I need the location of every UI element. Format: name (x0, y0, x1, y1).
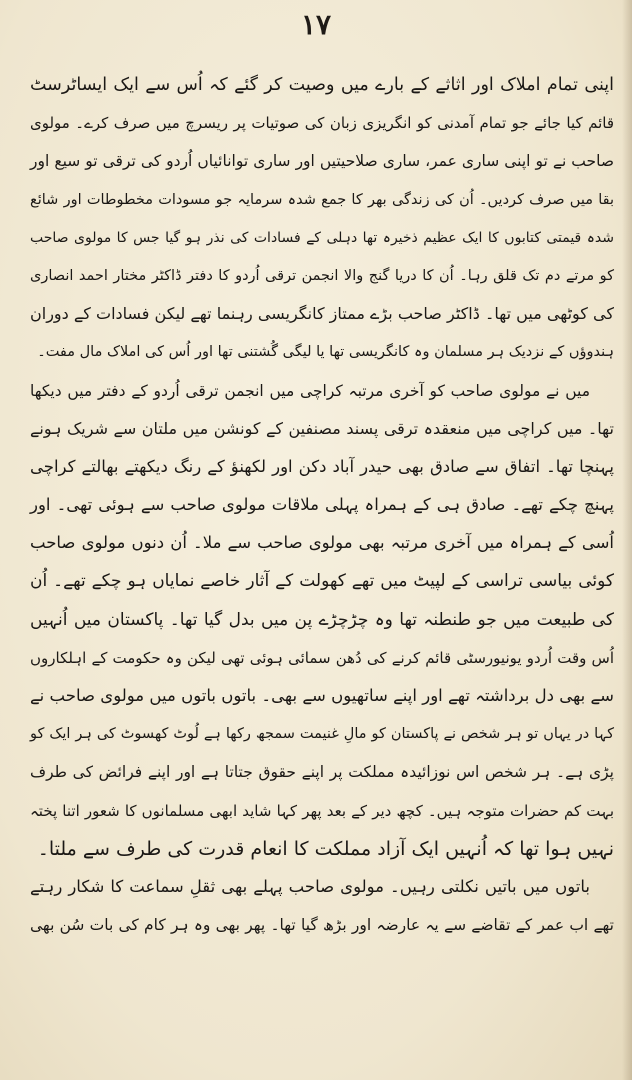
text-line: اُس وقت اُردو یونیورسٹی قائم کرنے کی دُھن سمائی ہوئی تھی لیکن وہ حکومت کے اہلکاروں (30, 648, 614, 667)
text-line: اپنی تمام املاک اور اثاثے کے بارے میں وصیت کر گئے کہ اُس سے ایک ایساٹرسٹ (30, 75, 614, 95)
text-line: ہندوؤں کے نزدیک ہر مسلمان وہ کانگریسی تھا یا لیگی گُشتنی تھا اور اُس کی املاک مال مفت۔ (37, 344, 614, 361)
text-line: صاحب نے تو اپنی ساری عمر، ساری صلاحیتیں اور ساری توانائیاں اُردو کی ترقی تو سیع اور (30, 152, 614, 171)
text-line: نہیں ہوا تھا کہ اُنہیں ایک آزاد مملکت کا انعام قدرت کی طرف سے ملتا۔ (37, 837, 614, 860)
text-line: تھا۔ میں کراچی میں منعقدہ ترقی پسند مصنفین کے کونشن میں ملتان سے شریک ہونے (30, 418, 614, 438)
text-line: اُسی کے ہمراہ میں آخری مرتبہ بھی مولوی صاحب سے ملا۔ اُن دنوں مولوی صاحب (30, 533, 614, 553)
page-body-text (30, 66, 614, 944)
text-line: پہنچ چکے تھے۔ صادق ہی کے ہمراہ پہلی ملاقات مولوی صاحب سے ہوئی تھی۔ اور (30, 495, 614, 515)
page-binding-shadow (622, 0, 632, 1080)
text-line: کہا در یہاں تو ہر شخص نے پاکستان کو مالِ غنیمت سمجھ رکھا ہے لُوٹ کھسوٹ کی ہر ایک کو (30, 726, 614, 743)
text-line: قائم کیا جائے جو تمام آمدنی کو انگریزی زبان کی صوتیات پر ریسرچ میں صرف کرے۔ مولوی (30, 114, 614, 133)
text-line: باتوں میں باتیں نکلتی رہیں۔ مولوی صاحب پہلے بھی ثقلِ سماعت کا شکار رہتے (30, 876, 590, 896)
text-line: کی طبیعت میں جو طنطنہ تھا وہ چڑچڑے پن میں بدل گیا تھا۔ پاکستان میں اُنہیں (30, 609, 614, 630)
text-line: تھے اب عمر کے تقاضے سے یہ عارضہ اور بڑھ گیا تھا۔ پھر بھی وہ ہر کام کی بات سُن بھی (30, 916, 614, 935)
text-line: سے بھی دل برداشتہ تھے اور اپنے ساتھیوں سے بھی۔ باتوں باتوں میں مولوی صاحب نے (30, 686, 614, 705)
text-line: میں نے مولوی صاحب کو آخری مرتبہ کراچی میں انجمن ترقی اُردو کے دفتر میں دیکھا (30, 381, 590, 400)
text-line: پڑی ہے۔ ہر شخص اس نوزائیدہ مملکت پر اپنے حقوق جتاتا ہے اور اپنے فرائض کی طرف (30, 763, 614, 782)
text-line: بہت کم حضرات متوجہ ہیں۔ کچھ دیر کے بعد پھر کہا شاید ابھی مسلمانوں کا شعور اتنا پختہ (30, 801, 614, 820)
text-line: شدہ قیمتی کتابوں کا ایک عظیم ذخیرہ تھا دہلی کے فسادات کی نذر ہو گیا جس کا مولوی صاحب (30, 229, 614, 246)
text-line: کو مرتے دم تک قلق رہا۔ اُن کا دریا گنج والا انجمن ترقی اُردو کا دفتر ڈاکٹر مختار احمد انصاری (30, 267, 614, 284)
text-line: کی کوٹھی میں تھا۔ ڈاکٹر صاحب بڑے ممتاز کانگریسی رہنما تھے لیکن فسادات کے دوران (30, 304, 614, 324)
text-line: کوئی بیاسی تراسی کے لپیٹ میں تھے کھولت کے آثار خاصے نمایاں ہو چکے تھے۔ اُن (30, 571, 614, 592)
text-line: پہنچا تھا۔ اتفاق سے صادق بھی حیدر آباد دکن اور لکھنؤ کے رنگ دیکھتے بھالتے کراچی (30, 456, 614, 476)
page-number: ۱۷ (300, 8, 332, 41)
text-line: بقا میں صرف کردیں۔ اُن کی زندگی بھر کا جمع شدہ سرمایہ جو مسودات مخطوطات اور شائع (30, 191, 614, 208)
